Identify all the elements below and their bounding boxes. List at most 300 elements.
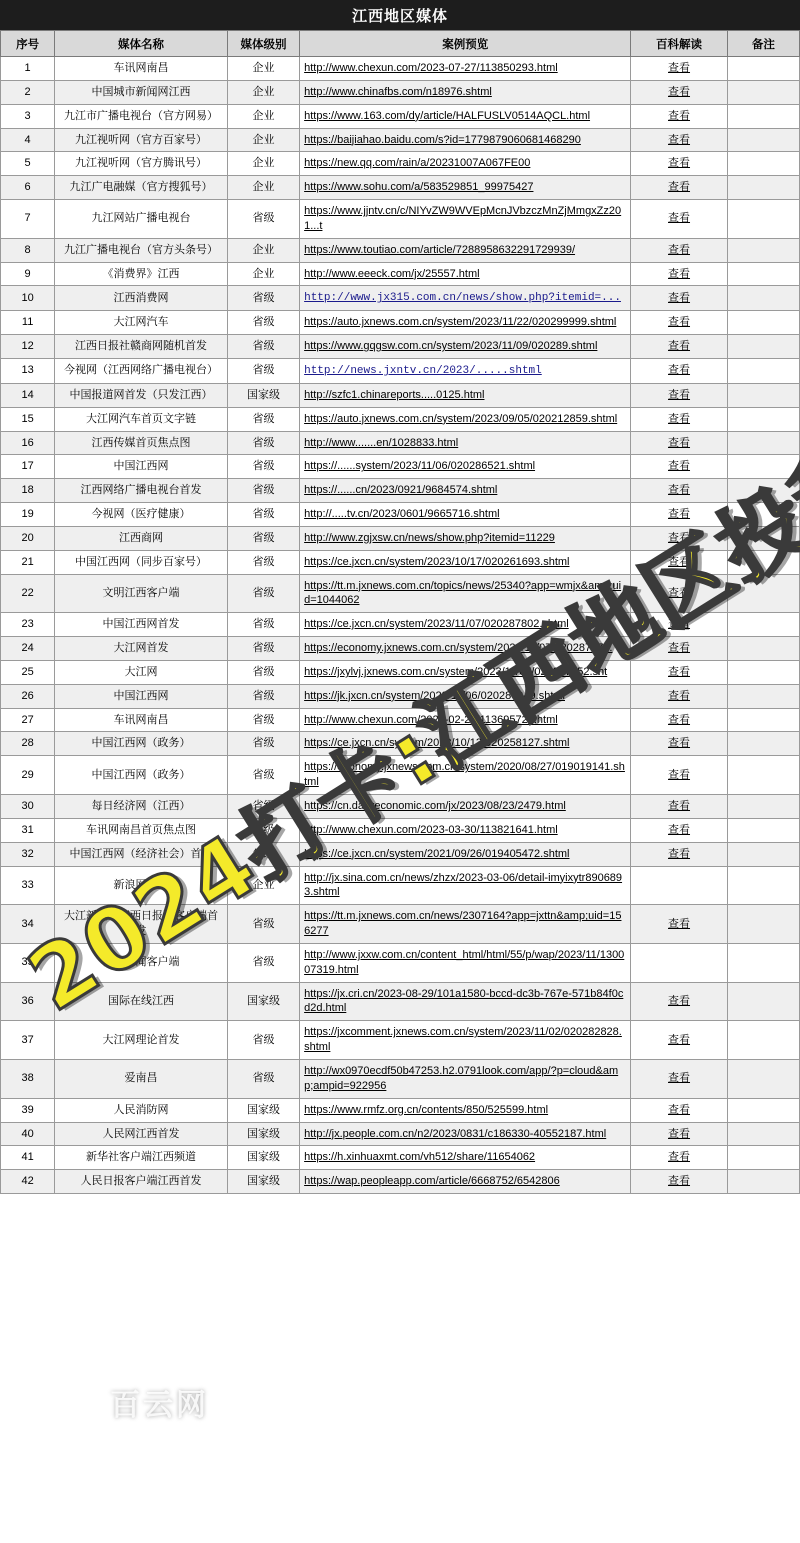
cell-case-preview xyxy=(300,526,631,550)
cell-baike xyxy=(631,431,727,455)
case-url-link[interactable]: http://www.chexun.com/2023-07-27/113850293.html xyxy=(304,62,558,74)
cell-note xyxy=(727,311,799,335)
table-row xyxy=(1,574,800,613)
case-url-link[interactable]: https://jx.cri.cn/2023-08-29/101a1580-bccd-dc3b-767e-571b84f0cd2d.html xyxy=(304,987,624,1015)
cell-case-preview xyxy=(300,613,631,637)
cell-note xyxy=(727,818,799,842)
baike-view-link[interactable]: 查看 xyxy=(668,1033,691,1046)
case-url-link[interactable]: http://www.zgjxsw.cn/news/show.php?itemid=11229 xyxy=(304,531,555,544)
cell-case-preview xyxy=(300,407,631,431)
case-url-link[interactable]: https://h.xinhuaxmt.com/vh512/share/11654062 xyxy=(304,1151,536,1164)
cell-note xyxy=(727,104,799,128)
cell-case-preview xyxy=(300,1122,631,1146)
case-url-link[interactable]: https://ce.jxcn.cn/system/2023/10/13/020258127.shtml xyxy=(304,737,570,750)
cell-note xyxy=(727,358,799,383)
case-url-link[interactable]: http://www.......en/1028833.html xyxy=(304,436,459,449)
cell-case-preview xyxy=(300,982,631,1021)
th-note: 备注 xyxy=(727,31,799,57)
cell-index: 31 xyxy=(1,818,55,842)
table-row xyxy=(1,455,800,479)
page-title-text: 江西地区媒体 xyxy=(351,7,448,25)
table-row xyxy=(1,818,800,842)
baike-view-link[interactable]: 查看 xyxy=(668,157,691,170)
cell-media-level: 国家级 xyxy=(227,1122,299,1146)
case-url-link[interactable]: http://www.chinafbs.com/n18976.shtml xyxy=(304,85,492,98)
cell-media-level: 省级 xyxy=(227,550,299,574)
case-url-link[interactable]: https://www.jjntv.cn/c/NIYvZW9WVEpMcnJVbzczMnZjMmgxZz201...t xyxy=(304,205,622,232)
cell-media-name: 九江视听网（官方腾讯号） xyxy=(55,152,228,176)
cell-baike xyxy=(631,1146,727,1170)
cell-media-name: 大江新闻（江西日报）客户端首发 xyxy=(55,905,228,944)
cell-note xyxy=(727,732,799,756)
cell-case-preview xyxy=(300,1170,631,1194)
cell-media-level: 省级 xyxy=(227,479,299,503)
case-url-link[interactable]: http://.....tv.cn/2023/0601/9665716.shtml xyxy=(304,508,500,521)
cell-baike xyxy=(631,756,727,795)
table-row xyxy=(1,905,800,944)
table-row xyxy=(1,613,800,637)
cell-case-preview xyxy=(300,503,631,527)
table-row xyxy=(1,383,800,407)
case-url-link[interactable]: https://tt.m.jxnews.com.cn/news/2307164?app=jxttn&amp;uid=156277 xyxy=(304,910,622,938)
cell-index: 21 xyxy=(1,550,55,574)
cell-index: 34 xyxy=(1,905,55,944)
baike-view-link[interactable]: 查看 xyxy=(668,267,691,280)
cell-note xyxy=(727,80,799,104)
cell-baike xyxy=(631,104,727,128)
case-url-link[interactable]: http://www.chexun.com/2023-03-30/113821641.html xyxy=(304,823,558,836)
cell-index: 33 xyxy=(1,866,55,905)
cell-case-preview xyxy=(300,1021,631,1060)
case-url-link[interactable]: https://ce.jxcn.cn/system/2023/10/17/020261693.shtml xyxy=(304,555,570,568)
cell-index: 40 xyxy=(1,1122,55,1146)
cell-case-preview xyxy=(300,238,631,262)
cell-note xyxy=(727,708,799,732)
cell-media-level: 省级 xyxy=(227,358,299,383)
cell-media-name: 江西网络广播电视台首发 xyxy=(55,479,228,503)
table-row xyxy=(1,1146,800,1170)
table-row xyxy=(1,1021,800,1060)
baike-view-link[interactable]: 查看 xyxy=(668,181,691,194)
cell-media-name: 人民日报客户端江西首发 xyxy=(55,1170,228,1194)
cell-index: 13 xyxy=(1,358,55,383)
cell-media-name: 中国报道网首发（只发江西） xyxy=(55,383,228,407)
table-row xyxy=(1,431,800,455)
table-row xyxy=(1,286,800,311)
cell-media-name: 九江网站广播电视台 xyxy=(55,200,228,239)
cell-media-name: 中国江西网（同步百家号） xyxy=(55,550,228,574)
baike-view-link[interactable]: 查看 xyxy=(668,847,691,860)
baike-view-link[interactable]: 查看 xyxy=(668,243,691,256)
cell-media-name: 人民网江西首发 xyxy=(55,1122,228,1146)
cell-index: 11 xyxy=(1,311,55,335)
table-row xyxy=(1,1059,800,1098)
case-url-link[interactable]: http://www.chexun.com/2022-02-28/113695729.html xyxy=(304,713,558,726)
cell-media-level: 省级 xyxy=(227,335,299,359)
cell-case-preview xyxy=(300,57,631,81)
baike-view-link[interactable]: 查看 xyxy=(668,800,691,812)
cell-media-level: 省级 xyxy=(227,311,299,335)
cell-baike xyxy=(631,335,727,359)
baike-view-link[interactable]: 查看 xyxy=(668,768,691,781)
cell-media-level: 企业 xyxy=(227,262,299,286)
case-url-link[interactable]: https://www.toutiao.com/article/7288958632291729939/ xyxy=(304,243,576,256)
cell-baike xyxy=(631,660,727,684)
site-logo-watermark: 百云网 xyxy=(110,1389,209,1422)
cell-case-preview xyxy=(300,358,631,383)
table-row xyxy=(1,1170,800,1194)
cell-note xyxy=(727,383,799,407)
case-url-link[interactable]: https://cn.dailyeconomic.com/jx/2023/08/23/2479.html xyxy=(304,800,566,812)
cell-index: 30 xyxy=(1,795,55,819)
baike-view-link[interactable]: 查看 xyxy=(668,642,691,655)
case-url-link[interactable]: https://auto.jxnews.com.cn/system/2023/09/05/020212859.shtml xyxy=(304,412,618,425)
cell-media-level: 省级 xyxy=(227,613,299,637)
cell-baike xyxy=(631,574,727,613)
table-row xyxy=(1,982,800,1021)
cell-media-level: 省级 xyxy=(227,526,299,550)
cell-case-preview xyxy=(300,637,631,661)
case-url-link[interactable]: https://new.qq.com/rain/a/20231007A067FE00 xyxy=(304,157,531,170)
cell-media-name: 九江广电融媒（官方搜狐号） xyxy=(55,176,228,200)
baike-view-link[interactable]: 查看 xyxy=(668,586,691,599)
cell-media-name: 江西传媒首页焦点图 xyxy=(55,431,228,455)
cell-baike xyxy=(631,795,727,819)
table-row xyxy=(1,503,800,527)
cell-case-preview xyxy=(300,842,631,866)
table-header-row xyxy=(1,31,800,57)
cell-index: 18 xyxy=(1,479,55,503)
th-media-name: 媒体名称 xyxy=(55,31,228,57)
cell-baike xyxy=(631,176,727,200)
th-index: 序号 xyxy=(1,31,55,57)
cell-media-name: 今视网（江西网络广播电视台） xyxy=(55,358,228,383)
cell-media-level: 企业 xyxy=(227,104,299,128)
cell-media-name: 车讯网南昌 xyxy=(55,708,228,732)
cell-case-preview xyxy=(300,431,631,455)
baike-view-link[interactable]: 查看 xyxy=(668,618,691,631)
cell-note xyxy=(727,479,799,503)
cell-baike xyxy=(631,943,727,982)
cell-media-name: 江西日报社赣商网随机首发 xyxy=(55,335,228,359)
cell-note xyxy=(727,660,799,684)
cell-index: 35 xyxy=(1,943,55,982)
baike-view-link[interactable]: 查看 xyxy=(668,340,691,353)
table-row xyxy=(1,708,800,732)
cell-index: 17 xyxy=(1,455,55,479)
baike-view-link[interactable]: 查看 xyxy=(668,316,691,329)
cell-index: 37 xyxy=(1,1021,55,1060)
cell-case-preview xyxy=(300,684,631,708)
case-url-link[interactable]: https://www.rmfz.org.cn/contents/850/525599.html xyxy=(304,1103,549,1116)
cell-note xyxy=(727,637,799,661)
baike-view-link[interactable]: 查看 xyxy=(668,85,691,98)
cell-media-level: 省级 xyxy=(227,756,299,795)
cell-baike xyxy=(631,684,727,708)
cell-index: 41 xyxy=(1,1146,55,1170)
cell-case-preview xyxy=(300,479,631,503)
table-row xyxy=(1,200,800,239)
case-url-link[interactable]: http://www.jxxw.com.cn/content_html/html/55/p/wap/2023/11/130007319.html xyxy=(304,948,625,976)
case-url-link[interactable]: http://wx0970ecdf50b47253.h2.0791look.com/app/?p=cloud&amp;ampid=922956 xyxy=(304,1064,619,1092)
cell-media-name: 江西消费网 xyxy=(55,286,228,311)
baike-view-link[interactable]: 查看 xyxy=(668,917,691,930)
cell-case-preview xyxy=(300,455,631,479)
table-row xyxy=(1,311,800,335)
cell-media-name: 中国江西网首发 xyxy=(55,613,228,637)
cell-note xyxy=(727,756,799,795)
cell-media-level: 省级 xyxy=(227,708,299,732)
case-url-link[interactable]: https://wap.peopleapp.com/article/6668752/6542806 xyxy=(304,1175,560,1188)
cell-baike xyxy=(631,57,727,81)
baike-view-link[interactable]: 查看 xyxy=(668,1175,691,1188)
case-url-link[interactable]: https://ce.jxcn.cn/system/2021/09/26/019405472.shtml xyxy=(304,847,570,860)
table-row xyxy=(1,866,800,905)
cell-baike xyxy=(631,526,727,550)
baike-view-link[interactable]: 查看 xyxy=(668,212,691,225)
cell-media-level: 省级 xyxy=(227,818,299,842)
th-case-preview: 案例预览 xyxy=(300,31,631,57)
cell-baike xyxy=(631,455,727,479)
cell-baike xyxy=(631,818,727,842)
baike-view-link[interactable]: 查看 xyxy=(668,412,691,425)
cell-index: 5 xyxy=(1,152,55,176)
cell-index: 8 xyxy=(1,238,55,262)
cell-media-name: 中国江西网（经济社会）首发 xyxy=(55,842,228,866)
baike-view-link[interactable]: 查看 xyxy=(668,823,691,836)
case-url-link[interactable]: https://www.163.com/dy/article/HALFUSLV0514AQCL.html xyxy=(304,109,591,122)
cell-note xyxy=(727,842,799,866)
media-table xyxy=(0,30,800,1194)
case-url-link[interactable]: https://......cn/2023/0921/9684574.shtml xyxy=(304,484,498,497)
cell-index: 26 xyxy=(1,684,55,708)
cell-note xyxy=(727,684,799,708)
cell-baike xyxy=(631,503,727,527)
cell-note xyxy=(727,905,799,944)
baike-view-link[interactable]: 查看 xyxy=(668,531,691,544)
baike-view-link[interactable]: 查看 xyxy=(668,291,691,304)
cell-note xyxy=(727,982,799,1021)
case-url-link[interactable]: https://tt.m.jxnews.com.cn/topics/news/25340?app=wmjx&amp;uid=1044062 xyxy=(304,579,622,607)
case-url-link[interactable]: http://news.jxntv.cn/2023/.....shtml xyxy=(304,364,542,377)
cell-index: 39 xyxy=(1,1098,55,1122)
cell-note xyxy=(727,613,799,637)
baike-view-link[interactable]: 查看 xyxy=(668,1127,691,1140)
cell-baike xyxy=(631,262,727,286)
cell-note xyxy=(727,128,799,152)
case-url-link[interactable]: https://jxcomment.jxnews.com.cn/system/2023/11/02/020282828.shtml xyxy=(304,1026,622,1054)
cell-index: 32 xyxy=(1,842,55,866)
baike-view-link[interactable]: 查看 xyxy=(668,364,691,377)
table-row xyxy=(1,1122,800,1146)
cell-media-name: 车讯网南昌首页焦点图 xyxy=(55,818,228,842)
baike-view-link[interactable]: 查看 xyxy=(668,484,691,497)
cell-media-name: 每日经济网（江西） xyxy=(55,795,228,819)
cell-media-level: 省级 xyxy=(227,200,299,239)
baike-view-link[interactable]: 查看 xyxy=(668,460,691,473)
case-url-link[interactable]: https://baijiahao.baidu.com/s?id=1779879060681468290 xyxy=(304,133,581,146)
cell-note xyxy=(727,238,799,262)
cell-media-name: 文明江西客户端 xyxy=(55,574,228,613)
case-url-link[interactable]: http://szfc1.chinareports.....0125.html xyxy=(304,388,485,401)
cell-index: 22 xyxy=(1,574,55,613)
cell-media-name: 江西新闻客户端 xyxy=(55,943,228,982)
cell-note xyxy=(727,1021,799,1060)
cell-media-name: 大江网汽车首页文字链 xyxy=(55,407,228,431)
cell-media-name: 人民消防网 xyxy=(55,1098,228,1122)
cell-media-level: 省级 xyxy=(227,1021,299,1060)
baike-view-link[interactable]: 查看 xyxy=(668,689,691,702)
table-row xyxy=(1,526,800,550)
case-url-link[interactable]: http://jx.sina.com.cn/news/zhzx/2023-03-06/detail-imyixytr8906893.shtml xyxy=(304,871,623,899)
cell-media-level: 国家级 xyxy=(227,383,299,407)
cell-media-level: 企业 xyxy=(227,128,299,152)
cell-media-name: 大江网首发 xyxy=(55,637,228,661)
cell-case-preview xyxy=(300,1059,631,1098)
cell-note xyxy=(727,262,799,286)
cell-case-preview xyxy=(300,756,631,795)
cell-baike xyxy=(631,637,727,661)
cell-media-name: 九江市广播电视台（官方网易） xyxy=(55,104,228,128)
table-row xyxy=(1,479,800,503)
cell-media-level: 省级 xyxy=(227,286,299,311)
cell-media-name: 新浪网江西 xyxy=(55,866,228,905)
baike-view-link[interactable]: 查看 xyxy=(668,109,691,122)
th-media-level: 媒体级别 xyxy=(227,31,299,57)
cell-media-level: 企业 xyxy=(227,866,299,905)
cell-media-level: 省级 xyxy=(227,431,299,455)
cell-index: 27 xyxy=(1,708,55,732)
cell-case-preview xyxy=(300,176,631,200)
cell-case-preview xyxy=(300,311,631,335)
cell-case-preview xyxy=(300,732,631,756)
cell-baike xyxy=(631,982,727,1021)
cell-index: 38 xyxy=(1,1059,55,1098)
cell-case-preview xyxy=(300,80,631,104)
cell-note xyxy=(727,1059,799,1098)
cell-baike xyxy=(631,732,727,756)
baike-view-link[interactable]: 查看 xyxy=(668,1072,691,1085)
case-url-link[interactable]: https://www.sohu.com/a/583529851_99975427 xyxy=(304,181,534,194)
cell-baike xyxy=(631,1170,727,1194)
cell-media-level: 企业 xyxy=(227,238,299,262)
baike-view-link[interactable]: 查看 xyxy=(668,1151,691,1164)
cell-case-preview xyxy=(300,708,631,732)
baike-view-link[interactable]: 查看 xyxy=(668,388,691,401)
cell-media-level: 省级 xyxy=(227,732,299,756)
cell-baike xyxy=(631,152,727,176)
cell-index: 36 xyxy=(1,982,55,1021)
cell-baike xyxy=(631,128,727,152)
case-url-link[interactable]: https://auto.jxnews.com.cn/system/2023/11/22/020299999.shtml xyxy=(304,316,617,329)
cell-baike xyxy=(631,479,727,503)
cell-media-level: 国家级 xyxy=(227,982,299,1021)
cell-baike xyxy=(631,708,727,732)
table-row xyxy=(1,756,800,795)
cell-baike xyxy=(631,286,727,311)
cell-index: 14 xyxy=(1,383,55,407)
cell-index: 16 xyxy=(1,431,55,455)
cell-index: 1 xyxy=(1,57,55,81)
case-url-link[interactable]: https://ce.jxcn.cn/system/2023/11/07/020287802.shtml xyxy=(304,618,569,631)
baike-view-link[interactable]: 查看 xyxy=(668,62,691,74)
cell-media-name: 中国江西网 xyxy=(55,684,228,708)
case-url-link[interactable]: https://......system/2023/11/06/020286521.shtml xyxy=(304,460,536,473)
case-url-link[interactable]: http://www.eeeck.com/jx/25557.html xyxy=(304,267,480,280)
case-url-link[interactable]: http://jx.people.com.cn/n2/2023/0831/c186330-40552187.html xyxy=(304,1127,607,1140)
cell-media-name: 大江网理论首发 xyxy=(55,1021,228,1060)
cell-media-name: 中国江西网 xyxy=(55,455,228,479)
cell-media-level: 企业 xyxy=(227,176,299,200)
cell-note xyxy=(727,407,799,431)
cell-baike xyxy=(631,1059,727,1098)
baike-view-link[interactable]: 查看 xyxy=(668,665,691,678)
case-url-link[interactable]: https://economy.jxnews.com.cn/system/2020/08/27/019019141.shtml xyxy=(304,761,625,789)
baike-view-link[interactable]: 查看 xyxy=(668,555,691,568)
cell-baike xyxy=(631,842,727,866)
cell-media-name: 中国城市新闻网江西 xyxy=(55,80,228,104)
cell-media-name: 九江视听网（官方百家号） xyxy=(55,128,228,152)
table-row xyxy=(1,262,800,286)
cell-note xyxy=(727,1146,799,1170)
baike-view-link[interactable]: 查看 xyxy=(668,995,691,1008)
cell-media-name: 九江广播电视台（官方头条号） xyxy=(55,238,228,262)
cell-index: 23 xyxy=(1,613,55,637)
cell-media-level: 省级 xyxy=(227,905,299,944)
case-url-link[interactable]: http://www.jx315.com.cn/news/show.php?itemid=... xyxy=(304,292,621,305)
cell-index: 10 xyxy=(1,286,55,311)
table-row xyxy=(1,1098,800,1122)
cell-media-level: 省级 xyxy=(227,455,299,479)
cell-note xyxy=(727,286,799,311)
cell-media-level: 省级 xyxy=(227,574,299,613)
table-row xyxy=(1,358,800,383)
cell-case-preview xyxy=(300,335,631,359)
cell-baike xyxy=(631,550,727,574)
table-row xyxy=(1,128,800,152)
case-url-link[interactable]: https://jk.jxcn.cn/system/2023/11/06/020286949.shtml xyxy=(304,689,565,702)
baike-view-link[interactable]: 查看 xyxy=(668,713,691,726)
cell-case-preview xyxy=(300,866,631,905)
baike-view-link[interactable]: 查看 xyxy=(668,737,691,750)
cell-baike xyxy=(631,80,727,104)
case-url-link[interactable]: https://www.gqgsw.com.cn/system/2023/11/09/020289.shtml xyxy=(304,340,598,353)
table-row xyxy=(1,152,800,176)
case-url-link[interactable]: https://economy.jxnews.com.cn/system/2023/11/07/02028737... xyxy=(304,642,613,655)
cell-baike xyxy=(631,311,727,335)
baike-view-link[interactable]: 查看 xyxy=(668,436,691,449)
baike-view-link[interactable]: 查看 xyxy=(668,133,691,146)
th-baike: 百科解读 xyxy=(631,31,727,57)
baike-view-link[interactable]: 查看 xyxy=(668,1103,691,1116)
cell-baike xyxy=(631,1021,727,1060)
baike-view-link[interactable]: 查看 xyxy=(668,508,691,521)
cell-note xyxy=(727,455,799,479)
cell-index: 4 xyxy=(1,128,55,152)
cell-note xyxy=(727,200,799,239)
cell-case-preview xyxy=(300,905,631,944)
cell-note xyxy=(727,866,799,905)
cell-baike xyxy=(631,407,727,431)
cell-media-level: 省级 xyxy=(227,684,299,708)
cell-index: 42 xyxy=(1,1170,55,1194)
case-url-link[interactable]: https://jxylvj.jxnews.com.cn/system/2023/11/07/020287852.sht xyxy=(304,665,608,678)
cell-index: 3 xyxy=(1,104,55,128)
table-row xyxy=(1,176,800,200)
table-row xyxy=(1,637,800,661)
cell-case-preview xyxy=(300,660,631,684)
cell-media-name: 大江网 xyxy=(55,660,228,684)
